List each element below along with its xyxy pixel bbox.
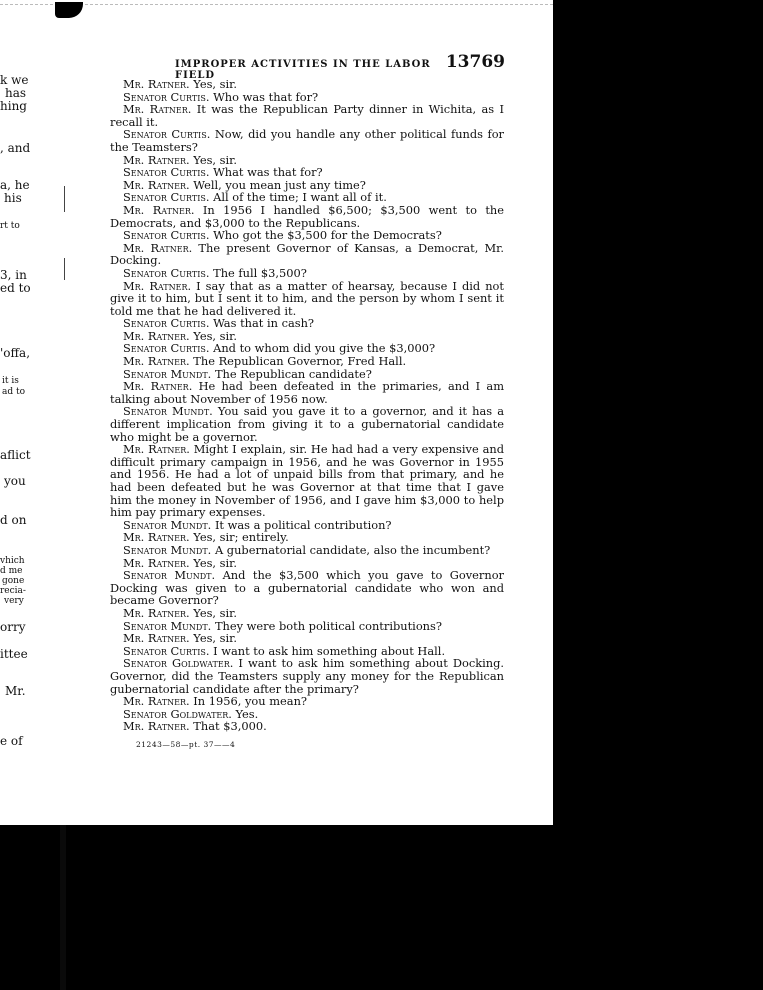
margin-text-fragment: , and xyxy=(0,141,31,155)
speech-text: I want to ask him something about Docking. Governor, did the Teamsters supply any money for the Republican gubernatorial candidate after the primary? xyxy=(110,656,505,696)
margin-text-fragment: has xyxy=(5,86,27,100)
gutter-mark xyxy=(64,258,65,280)
speaker-name: Mr. Ratner. xyxy=(123,77,190,91)
margin-text-fragment: 3, in xyxy=(0,268,27,282)
speech-text: Yes, sir. xyxy=(193,631,237,646)
speaker-name: Mr. Ratner. xyxy=(123,719,190,734)
speech-text: The Republican candidate? xyxy=(214,366,372,381)
margin-text-fragment: d me xyxy=(0,566,23,576)
speech-text: It was a political contribution? xyxy=(214,517,392,532)
margin-text-fragment: Mr. xyxy=(5,684,26,698)
speaker-name: Mr. Ratner. xyxy=(123,694,190,709)
margin-text-fragment: recia- xyxy=(0,586,26,596)
speech-text: You said you gave it to a governor, and it has a different implication from giving it to a gubernatorial candidate who might be a governor. xyxy=(110,404,504,444)
speaker-name: Mr. Ratner. xyxy=(123,240,193,255)
transcript-paragraph xyxy=(110,380,504,405)
speaker-name: Mr. Ratner. xyxy=(123,354,190,369)
speech-text: Yes. xyxy=(235,706,259,721)
speech-text: Was that in cash? xyxy=(213,316,315,331)
speech-text: I want to ask him something about Hall. xyxy=(213,643,446,658)
speech-text: He had been defeated in the primaries, and I am talking about November of 1956 now. xyxy=(110,379,505,406)
margin-text-fragment: hing xyxy=(0,99,27,113)
gutter-mark xyxy=(64,186,65,212)
speaker-name: Senator Mundt. xyxy=(123,542,212,557)
margin-text-fragment: e of xyxy=(0,734,23,748)
speech-text: I say that as a matter of hearsay, because I did not give it to him, but I sent it to him, and the person by whom I sent it told me that he had delivered it. xyxy=(110,278,504,318)
speaker-name: Senator Curtis. xyxy=(123,165,210,180)
transcript-paragraph xyxy=(110,720,504,733)
speech-text: The full $3,500? xyxy=(213,265,307,280)
bottom-scan-strip xyxy=(60,825,66,990)
speaker-name: Mr. Ratner. xyxy=(123,152,190,167)
speaker-name: Mr. Ratner. xyxy=(123,177,190,192)
transcript-paragraph xyxy=(110,443,504,519)
speaker-name: Senator Mundt. xyxy=(123,404,213,419)
speech-text: Who was that for? xyxy=(213,89,319,104)
transcript-paragraph xyxy=(110,103,504,128)
speaker-name: Senator Curtis. xyxy=(123,316,210,331)
margin-text-fragment: ed to xyxy=(0,281,31,295)
speech-text: Might I explain, sir. He had had a very expensive and difficult primary campaign in 1956, and he was Governor in 1955 and 1956. He had a lot of unpaid bills from that primary, and he had been defeated but he was Governor at that time that I gave him the money in November of 1956, and I gave him $3,000 to help him pay primary expenses. xyxy=(110,442,504,520)
speaker-name: Senator Curtis. xyxy=(123,127,211,142)
bottom-scan-border xyxy=(0,825,553,990)
speaker-name: Senator Curtis. xyxy=(123,265,210,280)
speaker-name: Senator Curtis. xyxy=(123,228,210,243)
margin-text-fragment: 'offa, xyxy=(0,346,31,360)
margin-text-fragment: ittee xyxy=(0,647,28,661)
margin-text-fragment: aflict xyxy=(0,448,31,462)
speaker-name: Mr. Ratner. xyxy=(123,631,190,646)
scan-artifact-blob xyxy=(55,2,83,18)
speech-text: All of the time; I want all of it. xyxy=(213,190,387,205)
speech-text: The present Governor of Kansas, a Democrat, Mr. Docking. xyxy=(110,240,504,268)
speech-text: And the $3,500 which you gave to Governor Docking was given to a gubernatorial candidate who won and became Governor? xyxy=(110,568,504,608)
speaker-name: Senator Curtis. xyxy=(123,341,210,356)
speech-text: What was that for? xyxy=(213,165,323,180)
transcript-paragraph xyxy=(110,657,504,695)
speaker-name: Senator Mundt. xyxy=(123,366,212,381)
margin-text-fragment: very xyxy=(4,596,24,606)
speaker-name: Senator Mundt. xyxy=(123,568,216,583)
speech-text: Yes, sir. xyxy=(193,605,237,620)
margin-text-fragment: gone xyxy=(2,576,25,586)
speech-text: They were both political contributions? xyxy=(214,618,442,633)
margin-text-fragment: ad to xyxy=(2,387,26,397)
margin-text-fragment: k we xyxy=(0,73,29,87)
speech-text: That $3,000. xyxy=(193,719,267,734)
speaker-name: Mr. Ratner. xyxy=(123,202,195,217)
speech-text: The Republican Governor, Fred Hall. xyxy=(193,354,407,369)
margin-text-fragment: rt to xyxy=(0,221,20,231)
speech-text: Well, you mean just any time? xyxy=(193,177,366,192)
speaker-name: Mr. Ratner. xyxy=(123,555,190,570)
speech-text: A gubernatorial candidate, also the incumbent? xyxy=(214,542,491,557)
margin-text-fragment: vhich xyxy=(0,556,25,566)
transcript-paragraph xyxy=(110,405,504,443)
speech-text: Yes, sir. xyxy=(193,152,237,167)
transcript-paragraph xyxy=(110,569,504,607)
speech-text: And to whom did you give the $3,000? xyxy=(213,341,436,356)
speech-text: In 1956 I handled $6,500; $3,500 went to the Democrats, and $3,000 to the Republicans. xyxy=(110,202,505,230)
speaker-name: Mr. Ratner. xyxy=(123,379,193,394)
transcript-paragraph xyxy=(110,204,504,229)
speaker-name: Senator Mundt. xyxy=(123,517,212,532)
speaker-name: Mr. Ratner. xyxy=(123,530,190,545)
speaker-name: Senator Curtis. xyxy=(123,190,210,205)
speaker-name: Mr. Ratner. xyxy=(123,442,190,457)
header-title: IMPROPER ACTIVITIES IN THE LABOR FIELD xyxy=(175,59,431,81)
speaker-name: Senator Mundt. xyxy=(123,618,212,633)
speech-text: Now, did you handle any other political funds for the Teamsters? xyxy=(110,127,504,154)
speaker-name: Mr. Ratner. xyxy=(123,278,192,293)
transcript-paragraph xyxy=(110,280,504,318)
margin-text-fragment: d on xyxy=(0,513,27,527)
margin-text-fragment: his xyxy=(4,191,22,205)
margin-text-fragment: you xyxy=(4,474,26,488)
speech-text: Yes, sir. xyxy=(193,77,237,91)
speaker-name: Senator Curtis. xyxy=(123,89,210,104)
transcript-paragraph xyxy=(110,242,504,267)
footer-code: 21243—58—pt. 37——4 xyxy=(136,740,236,749)
speech-text: Yes, sir; entirely. xyxy=(193,530,289,545)
speech-text: Yes, sir. xyxy=(193,555,237,570)
speech-text: In 1956, you mean? xyxy=(193,694,308,709)
speaker-name: Mr. Ratner. xyxy=(123,328,190,343)
speech-text: Yes, sir. xyxy=(193,328,237,343)
right-scan-border xyxy=(553,0,763,990)
speech-text: It was the Republican Party dinner in Wichita, as I recall it. xyxy=(110,102,504,129)
margin-text-fragment: a, he xyxy=(0,178,30,192)
transcript-body xyxy=(110,78,504,733)
margin-text-fragment: it is xyxy=(2,376,19,386)
speech-text: Who got the $3,500 for the Democrats? xyxy=(213,228,442,243)
page-number: 13769 xyxy=(445,52,505,72)
speaker-name: Mr. Ratner. xyxy=(123,605,190,620)
speaker-name: Senator Goldwater. xyxy=(123,656,234,671)
speaker-name: Mr. Ratner. xyxy=(123,102,192,117)
running-header xyxy=(175,52,505,81)
speaker-name: Senator Curtis. xyxy=(123,643,210,658)
transcript-paragraph xyxy=(110,128,504,153)
speaker-name: Senator Goldwater. xyxy=(123,706,232,721)
margin-text-fragment: orry xyxy=(0,620,26,634)
